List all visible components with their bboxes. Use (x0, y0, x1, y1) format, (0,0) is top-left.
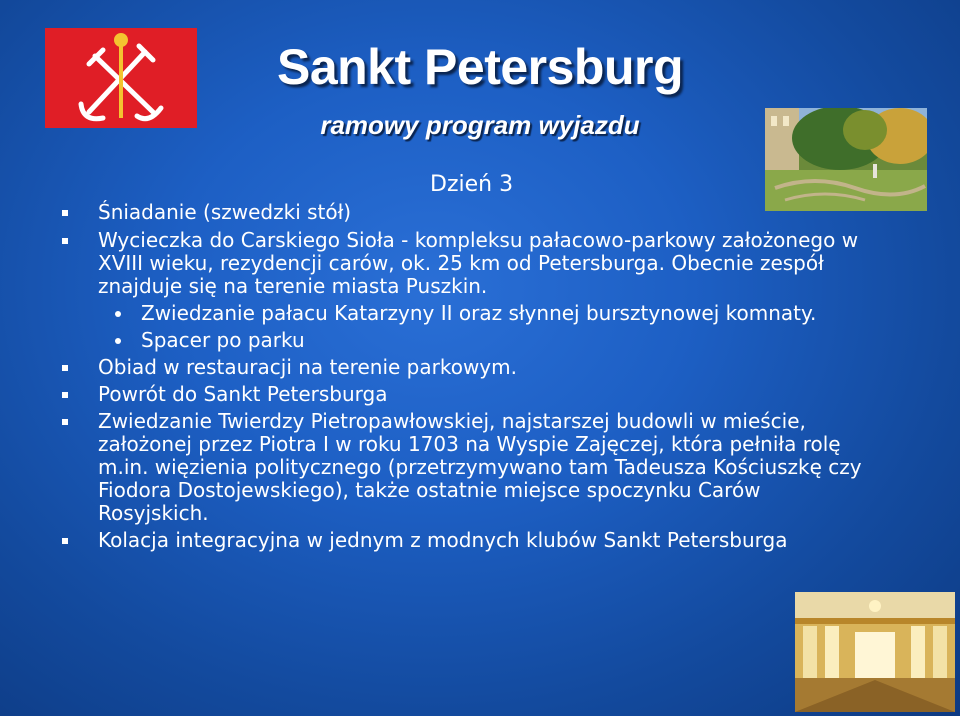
sub-list-item (55, 329, 875, 352)
crossed-anchors-icon (45, 28, 197, 128)
list-item-text: Obiad w restauracji na terenie parkowym. (98, 355, 517, 379)
square-bullet-icon (62, 210, 68, 216)
palace-hall-photo (795, 592, 955, 712)
page-subtitle: ramowy program wyjazdu (320, 110, 640, 140)
sub-list-item (55, 302, 875, 325)
square-bullet-icon (62, 238, 68, 244)
square-bullet-icon (62, 419, 68, 425)
list-item (55, 383, 875, 406)
round-bullet-icon (115, 338, 121, 344)
sub-list-item-text: Zwiedzanie pałacu Katarzyny II oraz słynnej bursztynowej komnaty. (141, 301, 817, 325)
sub-list-item-text: Spacer po parku (141, 328, 305, 352)
list-item-text: Kolacja integracyjna w jednym z modnych klubów Sankt Petersburga (98, 528, 788, 552)
list-item-text: Wycieczka do Carskiego Sioła - kompleksu pałacowo-parkowy założonego w XVIII wieku, rezydencji carów, ok. 25 km od Petersburga. Obecnie zespół znajduje się na terenie miasta Puszkin. (98, 228, 859, 298)
list-item-text: Zwiedzanie Twierdzy Pietropawłowskiej, najstarszej budowli w mieście, założonej przez Piotra I w roku 1703 na Wyspie Zajęczej, która pełniła rolę m.in. więzienia politycznego (przetrzymywano tam Tadeusza Kościuszkę czy Fiodora Dostojewskiego), także ostatnie miejsce spoczynku Carów Rosyjskich. (98, 409, 862, 525)
round-bullet-icon (115, 311, 121, 317)
list-item (55, 529, 838, 552)
list-item-text: Powrót do Sankt Petersburga (98, 382, 388, 406)
saint-petersburg-flag (45, 28, 197, 128)
list-item (55, 201, 875, 224)
square-bullet-icon (62, 365, 68, 371)
list-item (55, 229, 875, 298)
square-bullet-icon (62, 538, 68, 544)
program-list (55, 201, 875, 552)
page-title: Sankt Petersburg (276, 39, 683, 95)
tsarskoye-selo-park-photo (765, 108, 927, 211)
day-label: Dzień 3 (430, 172, 514, 197)
square-bullet-icon (62, 392, 68, 398)
list-item (55, 410, 875, 525)
list-item (55, 356, 875, 379)
list-item-text: Śniadanie (szwedzki stół) (98, 200, 352, 224)
